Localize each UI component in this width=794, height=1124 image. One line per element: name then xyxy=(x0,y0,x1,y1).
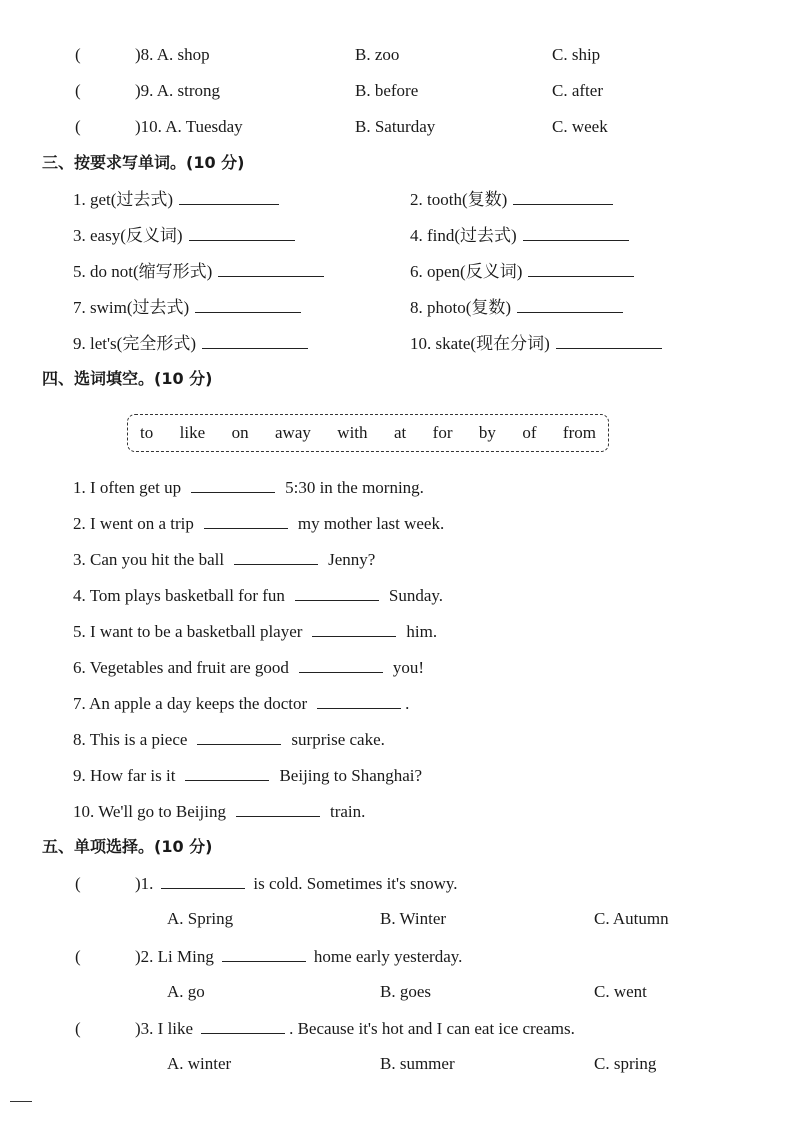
word-bank xyxy=(127,414,609,452)
section-title: 五、单项选择。(10 分) xyxy=(42,837,213,856)
option-a: )9. A. strong xyxy=(135,81,220,100)
fill-sentence: 10. We'll go to Beijing train. xyxy=(73,802,366,821)
option-b: B. summer xyxy=(380,1054,455,1073)
fill-sentence: 1. I often get up 5:30 in the morning. xyxy=(73,478,424,497)
word-bank-item: at xyxy=(393,423,407,442)
answer-paren[interactable]: ( xyxy=(75,874,81,893)
answer-blank[interactable] xyxy=(312,620,396,637)
answer-blank[interactable] xyxy=(202,332,308,349)
option-c: C. spring xyxy=(594,1054,657,1073)
answer-blank[interactable] xyxy=(299,656,383,673)
option-a: A. go xyxy=(167,982,205,1001)
fill-sentence: 6. Vegetables and fruit are good you! xyxy=(73,658,425,677)
option-b: B. goes xyxy=(380,982,431,1001)
word-item: 1. get(过去式) xyxy=(73,188,285,211)
question-row xyxy=(75,44,210,66)
fill-sentence: 7. An apple a day keeps the doctor . xyxy=(73,694,410,713)
answer-blank[interactable] xyxy=(204,512,288,529)
word-bank-item: with xyxy=(337,423,368,442)
word-bank-item: away xyxy=(275,423,311,442)
word-bank-item: like xyxy=(179,423,206,442)
option-c: C. after xyxy=(552,81,603,100)
answer-paren[interactable]: ( xyxy=(75,947,81,966)
answer-blank[interactable] xyxy=(189,224,295,241)
option-c: C. went xyxy=(594,982,647,1001)
answer-blank[interactable] xyxy=(179,188,279,205)
section-title: 四、选词填空。(10 分) xyxy=(42,369,213,388)
option-a: )8. A. shop xyxy=(135,45,210,64)
option-a: A. winter xyxy=(167,1054,232,1073)
fill-sentence: 4. Tom plays basketball for fun Sunday. xyxy=(73,586,444,605)
question-row: ( )1. is cold. Sometimes it's snowy. xyxy=(75,874,458,893)
option-b: B. Saturday xyxy=(355,117,436,136)
word-bank-item: from xyxy=(562,423,596,442)
answer-blank[interactable] xyxy=(191,476,275,493)
answer-blank[interactable] xyxy=(161,872,245,889)
word-item: 9. let's(完全形式) xyxy=(73,332,314,355)
answer-blank[interactable] xyxy=(517,296,623,313)
fill-sentence: 2. I went on a trip my mother last week. xyxy=(73,514,445,533)
answer-blank[interactable] xyxy=(523,224,629,241)
option-b: B. zoo xyxy=(355,45,400,64)
answer-blank[interactable] xyxy=(295,584,379,601)
page-divider xyxy=(10,1101,32,1102)
option-b: B. before xyxy=(355,81,419,100)
answer-blank[interactable] xyxy=(513,188,613,205)
question-row xyxy=(75,116,243,138)
option-a: A. Spring xyxy=(167,909,234,928)
question-row: ( )2. Li Ming home early yesterday. xyxy=(75,947,463,966)
answer-blank[interactable] xyxy=(556,332,662,349)
word-item: 2. tooth(复数) xyxy=(410,188,619,211)
answer-blank[interactable] xyxy=(222,945,306,962)
option-c: C. Autumn xyxy=(594,909,669,928)
question-row xyxy=(75,80,220,102)
answer-paren[interactable]: ( xyxy=(75,81,81,100)
option-a: )10. A. Tuesday xyxy=(135,117,243,136)
word-bank-item: by xyxy=(478,423,496,442)
answer-blank[interactable] xyxy=(236,800,320,817)
fill-sentence: 3. Can you hit the ball Jenny? xyxy=(73,550,376,569)
section-title: 三、按要求写单词。(10 分) xyxy=(42,153,245,172)
word-bank-item: for xyxy=(432,423,453,442)
fill-sentence: 5. I want to be a basketball player him. xyxy=(73,622,438,641)
fill-sentence: 9. How far is it Beijing to Shanghai? xyxy=(73,766,423,785)
answer-paren[interactable]: ( xyxy=(75,45,81,64)
option-b: B. Winter xyxy=(380,909,447,928)
answer-blank[interactable] xyxy=(195,296,301,313)
answer-blank[interactable] xyxy=(218,260,324,277)
word-item: 7. swim(过去式) xyxy=(73,296,307,319)
option-c: C. ship xyxy=(552,45,601,64)
option-c: C. week xyxy=(552,117,608,136)
fill-sentence: 8. This is a piece surprise cake. xyxy=(73,730,385,749)
answer-blank[interactable] xyxy=(317,692,401,709)
word-item: 3. easy(反义词) xyxy=(73,224,301,247)
answer-blank[interactable] xyxy=(185,764,269,781)
word-item: 8. photo(复数) xyxy=(410,296,629,319)
answer-paren[interactable]: ( xyxy=(75,1019,81,1038)
answer-blank[interactable] xyxy=(234,548,318,565)
word-item: 5. do not(缩写形式) xyxy=(73,260,330,283)
word-item: 6. open(反义词) xyxy=(410,260,640,283)
word-bank-item: to xyxy=(140,423,154,442)
answer-blank[interactable] xyxy=(197,728,281,745)
answer-paren[interactable]: ( xyxy=(75,117,81,136)
word-item: 4. find(过去式) xyxy=(410,224,635,247)
word-bank-item: of xyxy=(522,423,537,442)
word-bank-item: on xyxy=(231,423,249,442)
word-item: 10. skate(现在分词) xyxy=(410,332,668,355)
answer-blank[interactable] xyxy=(528,260,634,277)
answer-blank[interactable] xyxy=(201,1017,285,1034)
question-row: ( )3. I like . Because it's hot and I can eat ice creams. xyxy=(75,1019,575,1038)
